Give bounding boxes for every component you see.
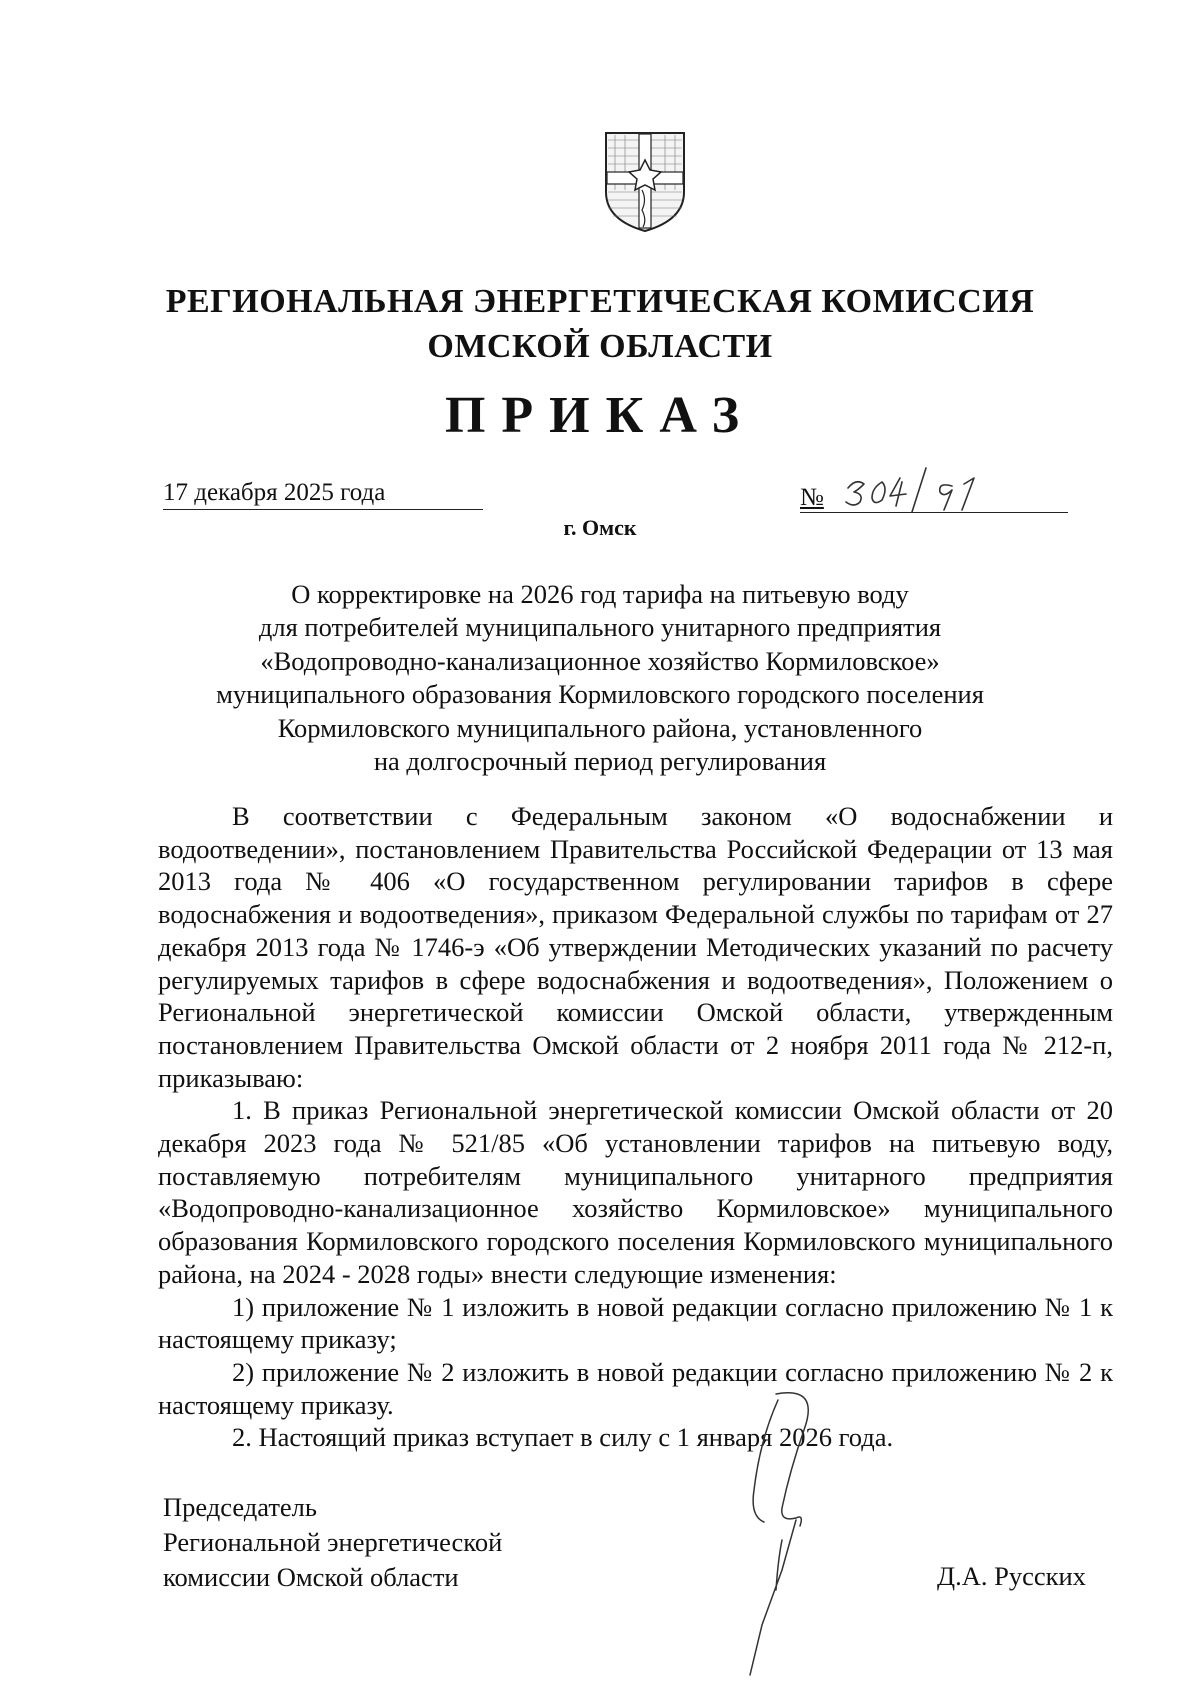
signatory-position-line: комиссии Омской области [163, 1562, 459, 1592]
signatory-position-line: Региональной энергетической [163, 1527, 503, 1557]
item-1-2-paragraph: 2) приложение № 2 изложить в новой редакции согласно приложению № 2 к настоящему приказу. [158, 1356, 1113, 1420]
subject-line: на долгосрочный период регулирования [373, 746, 827, 777]
order-number [800, 472, 1068, 513]
number-sign: № [800, 484, 824, 511]
coat-of-arms-icon [603, 130, 687, 234]
subject-line: О корректировке на 2026 год тарифа на питьевую воду [291, 579, 909, 609]
subject-line: Кормиловского муниципального района, установленного [277, 712, 923, 743]
order-subject [160, 578, 1040, 778]
city-name: г. Омск [563, 515, 637, 540]
subject-line: муниципального образования Кормиловского городского поселения [216, 679, 984, 710]
order-body [158, 800, 1113, 1454]
handwritten-signature [720, 1390, 870, 1680]
signatory-name: Д.А. Русских [937, 1561, 1086, 1591]
item-1-1-paragraph: 1) приложение № 1 изложить в новой редакции согласно приложению № 1 к настоящему приказу; [158, 1291, 1113, 1355]
subject-line: для потребителей муниципального унитарного предприятия [258, 612, 942, 643]
order-date: 17 декабря 2025 года [163, 480, 483, 510]
item-2-paragraph: 2. Настоящий приказ вступает в силу с 1 января 2026 года. [232, 1422, 894, 1453]
signatory-position [163, 1490, 502, 1595]
signatory-position-line: Председатель [163, 1492, 317, 1522]
organization-name-line2: ОМСКОЙ ОБЛАСТИ [427, 328, 773, 365]
document-type-title: ПРИКАЗ [444, 387, 756, 444]
preamble-paragraph: В соответствии с Федеральным законом «О водоснабжении и водоотведении», постановлением Правительства Российской Федерации от 13 мая 2013 года № 406 «О государственном регулировании тарифов в сфере водоснабжения и водоотведения», приказом Федеральной службы по тарифам от 27 декабря 2013 года № 1746-э «Об утверждении Методических указаний по расчету регулируемых тарифов в сфере водоснабжения и водоотведения», Положением о Региональной энергетической комиссии Омской области, утвержденным постановлением Правительства Омской области от 2 ноября 2011 года № 212-п, приказываю: [158, 801, 1113, 1093]
handwritten-order-number [840, 464, 1020, 514]
item-1-paragraph: 1. В приказ Региональной энергетической комиссии Омской области от 20 декабря 2023 года № 521/85 «Об установлении тарифов на питьевую воду, поставляемую потребителям муниципального унитарного предприятия «Водопроводно-канализационное хозяйство Кормиловское» муниципального образования Кормиловского городского поселения Кормиловского муниципального района, на 2024 - 2028 годы» внести следующие изменения: [158, 1095, 1113, 1289]
subject-line: «Водопроводно-канализационное хозяйство Кормиловское» [260, 645, 940, 676]
organization-name-line1: РЕГИОНАЛЬНАЯ ЭНЕРГЕТИЧЕСКАЯ КОМИССИЯ [165, 283, 1035, 320]
